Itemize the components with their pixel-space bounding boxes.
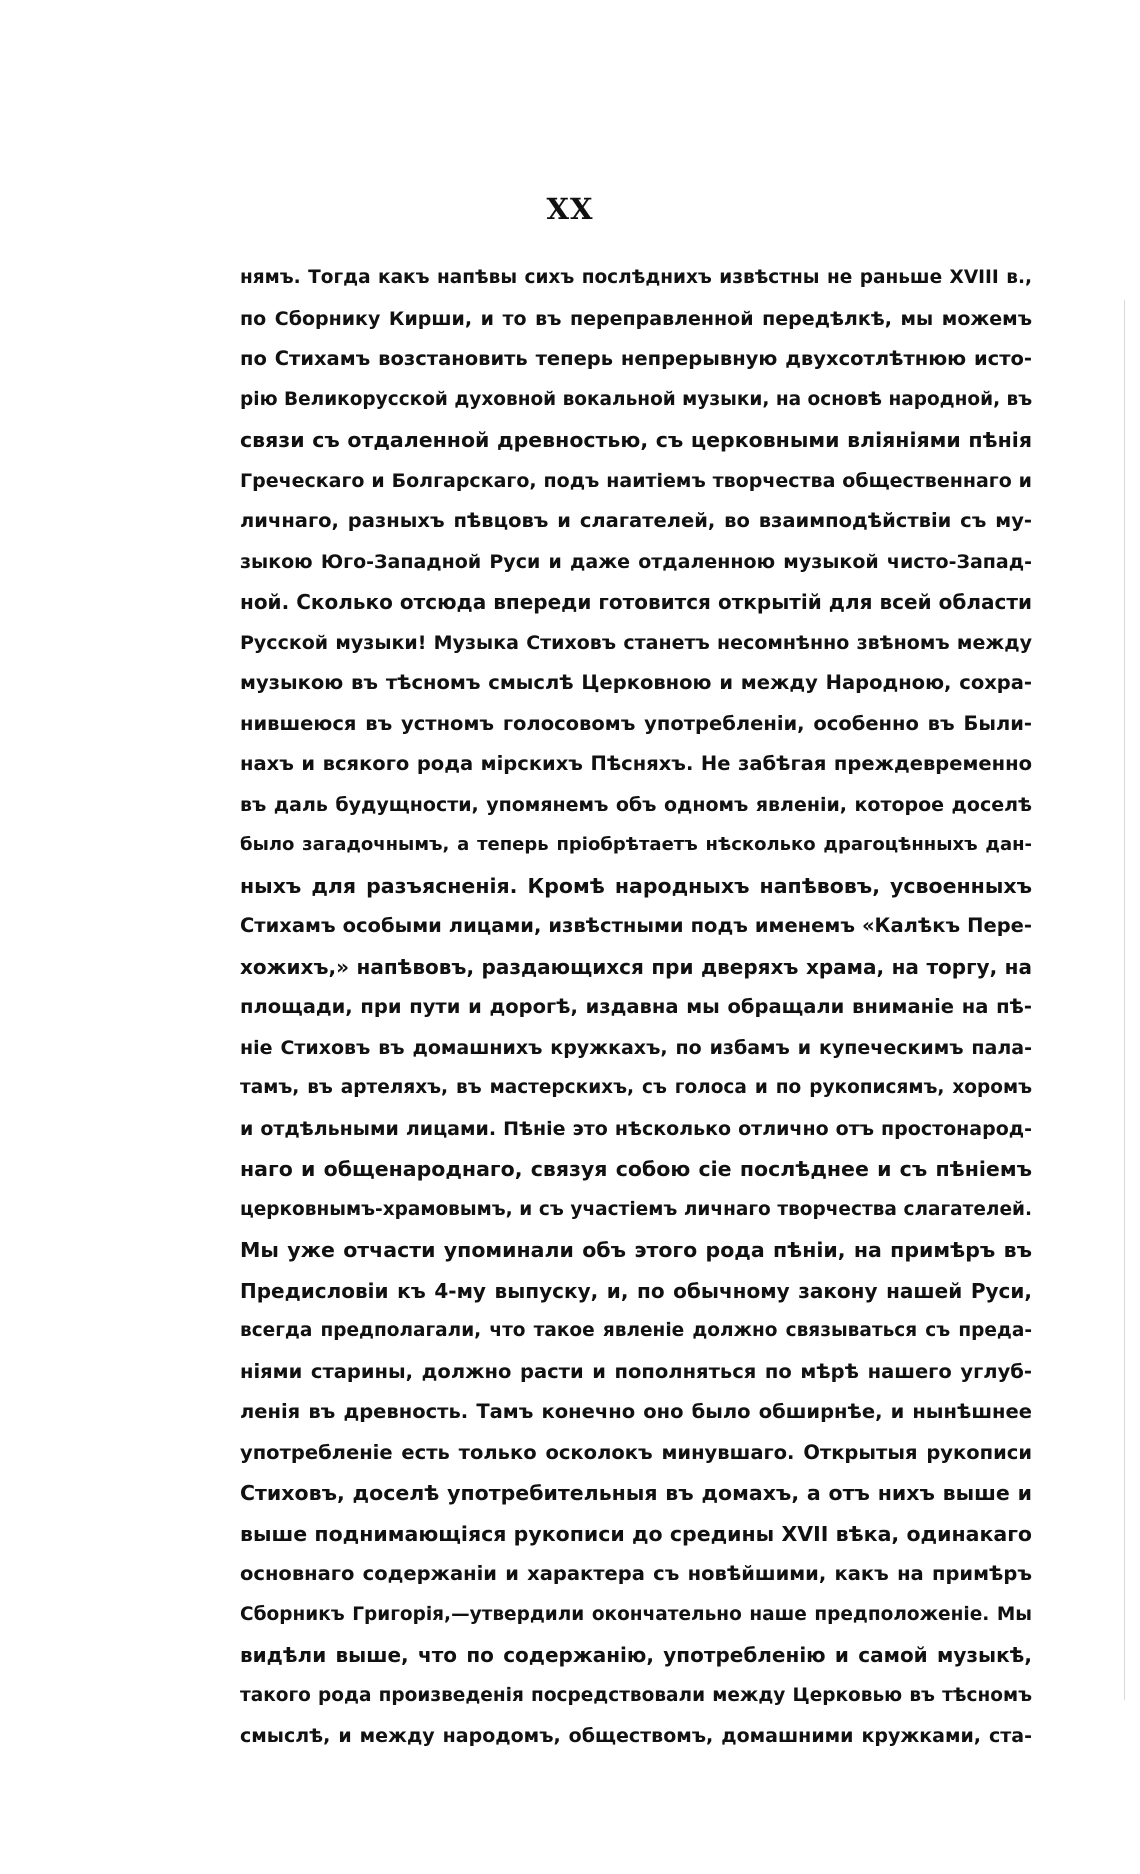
text-line-35: видѣли выше, что по содержанію, употребленію и самой музыкѣ, [240,1643,1032,1667]
text-line-32: выше поднимающіяся рукописи до средины XVII вѣка, одинакаго [240,1521,1032,1546]
text-line-33: основнаго содержаніи и характера съ новѣйшими, какъ на примѣръ [240,1562,1032,1585]
text-line-6: Греческаго и Болгарскаго, подъ наитіемъ творчества общественнаго и [240,469,1032,492]
text-line-30: употребленіе есть только осколокъ минувшаго. Открытыя рукописи [240,1440,1032,1464]
text-line-3: по Стихамъ возстановить теперь непрерывную двухсотлѣтнюю исто- [240,347,1032,370]
text-line-31: Стиховъ, доселѣ употребительныя въ домахъ, а отъ нихъ выше и [240,1481,1032,1505]
text-line-10: Русской музыки! Музыка Стиховъ станетъ несомнѣнно звѣномъ между [240,631,1032,654]
text-line-37: смыслѣ, и между народомъ, обществомъ, домашними кружками, ста- [240,1725,1032,1747]
text-line-5: связи съ отдаленной древностью, съ церковными вліяніями пѣнія [240,428,1032,452]
text-line-16: ныхъ для разъясненія. Кромѣ народныхъ напѣвовъ, усвоенныхъ [240,873,1032,898]
text-line-27: всегда предполагали, что такое явленіе должно связываться съ преда- [240,1320,1032,1341]
text-line-28: ніями старины, должно расти и пополняться по мѣрѣ нашего углуб- [240,1359,1032,1383]
text-line-29: ленія въ древность. Тамъ конечно оно было обширнѣе, и нынѣшнее [240,1400,1032,1423]
text-line-7: личнаго, разныхъ пѣвцовъ и слагателей, во взаимподѣйствіи съ му- [240,509,1032,532]
text-line-8: зыкою Юго-Западной Руси и даже отдаленною музыкой чисто-Запад- [240,550,1032,573]
text-line-1: нямъ. Тогда какъ напѣвы сихъ послѣднихъ извѣстны не раньше XVIII в., [240,267,1032,288]
text-line-2: по Сборнику Кирши, и то въ переправленной передѣлкѣ, мы можемъ [240,307,1032,330]
text-line-15: было загадочнымъ, а теперь пріобрѣтаетъ нѣсколько драгоцѣнныхъ дан- [240,834,1032,855]
text-line-26: Предисловіи къ 4-му выпуску, и, по обычному закону нашей Руси, [240,1278,1032,1303]
text-line-36: такого рода произведенія посредствовали между Церковью въ тѣсномъ [240,1684,1032,1706]
text-line-20: ніе Стиховъ въ домашнихъ кружкахъ, по избамъ и купеческимъ пала- [240,1036,1032,1059]
text-line-19: площади, при пути и дорогѣ, издавна мы обращали вниманіе на пѣ- [240,995,1032,1018]
text-line-23: наго и общенароднаго, связуя собою сіе послѣднее и съ пѣніемъ [240,1157,1032,1181]
text-line-4: рію Великорусской духовной вокальной музыки, на основѣ народной, въ [240,388,1032,410]
text-line-14: въ даль будущности, упомянемъ объ одномъ явленіи, которое доселѣ [240,793,1032,816]
text-line-9: ной. Сколько отсюда впереди готовится открытій для всей области [240,590,1032,614]
text-line-13: нахъ и всякого рода мірскихъ Пѣсняхъ. Не забѣгая преждевременно [240,752,1032,775]
text-line-11: музыкою въ тѣсномъ смыслѣ Церковною и между Народною, сохра- [240,671,1032,694]
scan-edge-divider [1124,300,1125,1700]
body-text [240,258,1032,1757]
text-line-17: Стихамъ особыми лицами, извѣстными подъ именемъ «Калѣкъ Пере- [240,914,1032,937]
page-number: XX [546,192,594,226]
text-line-25: Мы уже отчасти упоминали объ этого рода пѣніи, на примѣръ въ [240,1238,1032,1262]
text-line-22: и отдѣльными лицами. Пѣніе это нѣсколько отлично отъ простонарод- [240,1117,1032,1140]
text-line-21: тамъ, въ артеляхъ, въ мастерскихъ, съ голоса и по рукописямъ, хоромъ [240,1077,1032,1098]
text-line-12: нившеюся въ устномъ голосовомъ употребленіи, особенно въ Были- [240,711,1032,735]
text-line-18: хожихъ,» напѣвовъ, раздающихся при дверяхъ храма, на торгу, на [240,954,1032,979]
text-line-34: Сборникъ Григорія,—утвердили окончательно наше предположеніе. Мы [240,1603,1032,1625]
text-line-24: церковнымъ-храмовымъ, и съ участіемъ личнаго творчества слагателей. [240,1198,1032,1220]
